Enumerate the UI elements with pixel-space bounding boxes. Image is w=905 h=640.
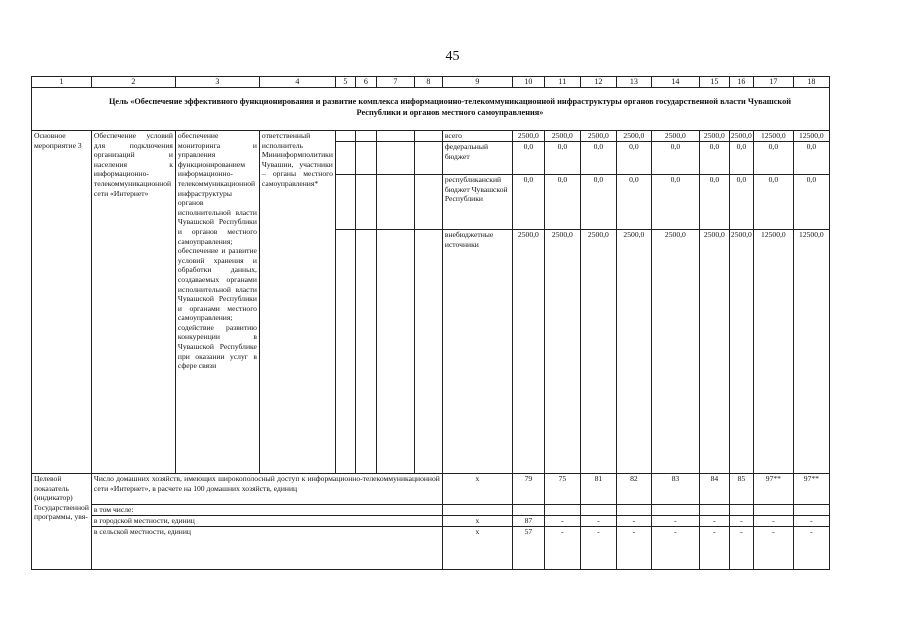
- indicator-value: -: [651, 527, 699, 570]
- indicator-value: 84: [699, 474, 729, 505]
- indicator-value: -: [616, 516, 651, 527]
- column-header: 18: [793, 77, 829, 88]
- funding-value: 2500,0: [699, 230, 729, 474]
- column-header: 11: [544, 77, 580, 88]
- funding-value: 0,0: [616, 142, 651, 175]
- indicator-value: -: [580, 516, 616, 527]
- indicator-value: 57: [512, 527, 544, 570]
- indicator-value: -: [729, 527, 753, 570]
- indicator-value: 75: [544, 474, 580, 505]
- column-header: 6: [355, 77, 376, 88]
- indicator-value: 81: [580, 474, 616, 505]
- funding-value: 0,0: [580, 175, 616, 230]
- indicator-value: -: [793, 527, 829, 570]
- funding-value: 0,0: [793, 142, 829, 175]
- column-header: 13: [616, 77, 651, 88]
- indicator-unit: х: [442, 474, 512, 505]
- indicator-value: 97**: [793, 474, 829, 505]
- funding-value: 0,0: [651, 175, 699, 230]
- funding-value: 2500,0: [729, 230, 753, 474]
- column-header: 12: [580, 77, 616, 88]
- funding-value: 2500,0: [512, 230, 544, 474]
- funding-value: 2500,0: [544, 230, 580, 474]
- column-header: 4: [259, 77, 335, 88]
- funding-value: 2500,0: [580, 230, 616, 474]
- funding-source: внебюджетные источники: [442, 230, 512, 474]
- indicator-value: -: [753, 516, 793, 527]
- indicator-unit: х: [442, 527, 512, 570]
- column-header: 10: [512, 77, 544, 88]
- indicator-row-including: [32, 505, 830, 516]
- funding-value: 2500,0: [651, 230, 699, 474]
- column-number-row: [32, 77, 830, 88]
- funding-value: 0,0: [729, 175, 753, 230]
- funding-value: 2500,0: [580, 131, 616, 142]
- funding-source: федеральный бюджет: [442, 142, 512, 175]
- funding-value: 0,0: [616, 175, 651, 230]
- funding-source: республиканский бюджет Чувашской Республики: [442, 175, 512, 230]
- funding-row-total: [32, 131, 830, 142]
- column-header: 14: [651, 77, 699, 88]
- indicator-text: в том числе:: [91, 505, 442, 516]
- indicator-value: -: [616, 527, 651, 570]
- funding-value: 2500,0: [730, 131, 752, 140]
- indicator-value: -: [699, 516, 729, 527]
- funding-value: 0,0: [729, 142, 753, 175]
- funding-value: 0,0: [580, 142, 616, 175]
- indicator-value: -: [793, 516, 829, 527]
- indicator-label: Целевой показатель (индикатор) Государственной программы, увя-: [32, 474, 92, 570]
- goal-heading: Цель «Обеспечение эффективного функционирования и развитие комплекса информационно-телекоммуникационной инфраструктуры органов государственной власти Чувашской Республики и органов местного самоуправления»: [108, 97, 792, 117]
- activity-name: Обеспечение условий для подключения организаций и населения к информационно-телекоммуникационной сети «Интернет»: [91, 131, 175, 474]
- funding-value: 2500,0: [699, 131, 729, 142]
- activity-type: Основное мероприятие 3: [32, 131, 92, 474]
- funding-value: 12500,0: [753, 230, 793, 474]
- funding-value: 0,0: [512, 175, 544, 230]
- indicator-text: Число домашних хозяйств, имеющих широкополосный доступ к информационно-телекоммуникационной сети «Интернет», в расчете на 100 домашних хозяйств, единиц: [91, 474, 442, 505]
- funding-value: 12500,0: [753, 131, 793, 142]
- funding-value: 12500,0: [793, 131, 829, 142]
- funding-value: 12500,0: [793, 230, 829, 474]
- page-number: 45: [445, 49, 460, 64]
- indicator-value: -: [753, 527, 793, 570]
- funding-value: 0,0: [793, 175, 829, 230]
- funding-value: 0,0: [544, 175, 580, 230]
- funding-value: 2500,0: [512, 131, 544, 142]
- funding-value: 0,0: [753, 142, 793, 175]
- activity-executor: ответственный исполнитель Мининформполитики Чувашии, участники – органы местного самоуправления*: [259, 131, 335, 474]
- funding-source: всего: [442, 131, 512, 142]
- funding-value: 2500,0: [544, 131, 580, 142]
- program-table: [31, 76, 830, 570]
- column-header: 15: [699, 77, 729, 88]
- column-header: 1: [32, 77, 92, 88]
- column-header: 7: [376, 77, 414, 88]
- funding-value: 0,0: [651, 142, 699, 175]
- indicator-value: 87: [512, 516, 544, 527]
- funding-value: 2500,0: [651, 131, 699, 142]
- funding-value: 0,0: [699, 175, 729, 230]
- indicator-text: в городской местности, единиц: [91, 516, 442, 527]
- indicator-value: -: [729, 516, 753, 527]
- indicator-value: -: [651, 516, 699, 527]
- column-header: 5: [335, 77, 355, 88]
- indicator-row-rural: [32, 527, 830, 570]
- funding-value: 0,0: [753, 175, 793, 230]
- column-header: 9: [442, 77, 512, 88]
- indicator-text: в сельской местности, единиц: [91, 527, 442, 570]
- funding-value: 0,0: [699, 142, 729, 175]
- funding-value: 2500,0: [616, 131, 651, 142]
- funding-value: 0,0: [544, 142, 580, 175]
- indicator-value: -: [699, 527, 729, 570]
- indicator-unit: х: [442, 516, 512, 527]
- indicator-value: 79: [512, 474, 544, 505]
- indicator-row-urban: [32, 516, 830, 527]
- indicator-value: 83: [651, 474, 699, 505]
- indicator-row-main: [32, 474, 830, 505]
- activity-tasks: обеспечение мониторинга и управления функционированием информационно-телекоммуникационной инфраструктуры органов исполнительной власти Чувашской Республики и органов местного самоуправления; обеспечение и развитие условий хранения и обработки данных, создаваемых органами исполнительной власти Чувашской Республики и органами местного самоуправления; содействие развитию конкуренции в Чувашской Республике при оказании услуг в сфере связи: [175, 131, 259, 474]
- indicator-value: -: [580, 527, 616, 570]
- funding-value: 0,0: [512, 142, 544, 175]
- indicator-value: 85: [729, 474, 753, 505]
- column-header: 16: [729, 77, 753, 88]
- indicator-value: -: [544, 527, 580, 570]
- funding-value: 2500,0: [616, 230, 651, 474]
- column-header: 3: [175, 77, 259, 88]
- indicator-value: -: [544, 516, 580, 527]
- indicator-value: 97**: [753, 474, 793, 505]
- column-header: 17: [753, 77, 793, 88]
- indicator-value: 82: [616, 474, 651, 505]
- column-header: 8: [414, 77, 442, 88]
- column-header: 2: [91, 77, 175, 88]
